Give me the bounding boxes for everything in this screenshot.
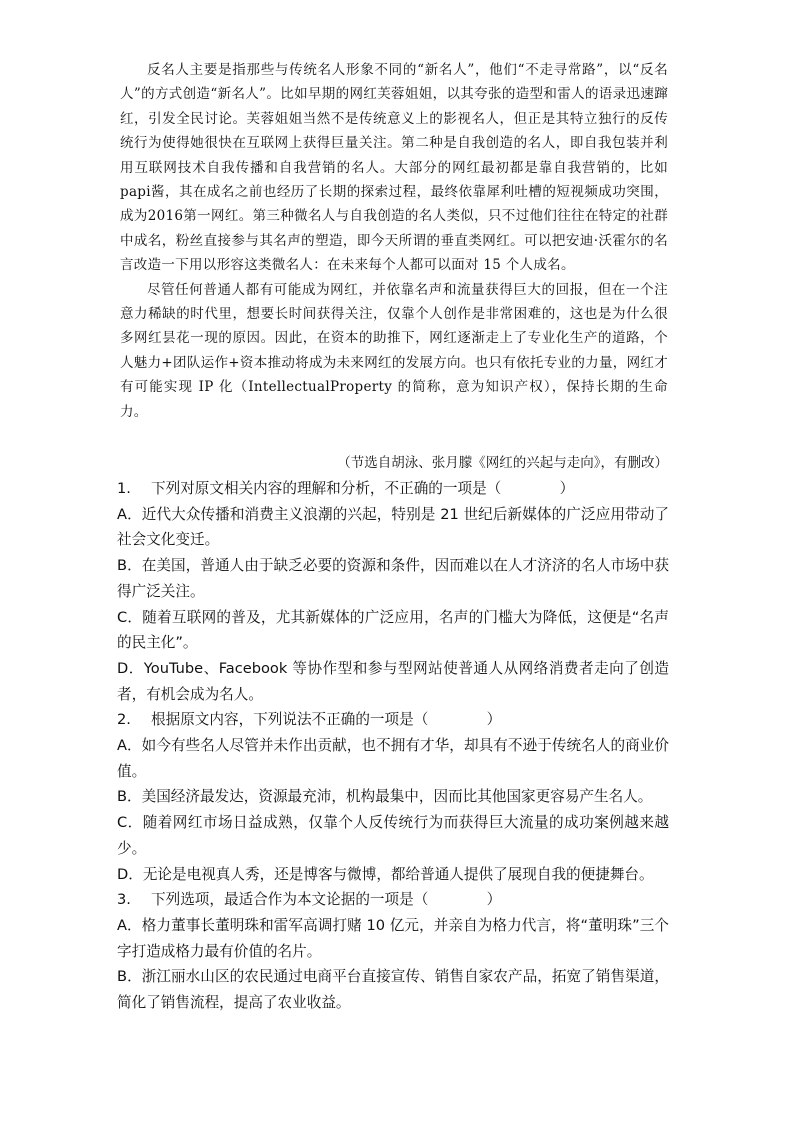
question-stem: [117, 476, 669, 502]
question-number: 3.: [117, 891, 131, 909]
option-c: C．随着互联网的普及，尤其新媒体的广泛应用，名声的门槛大为降低，这便是“名声的民主化”。: [117, 608, 669, 652]
option-a: A．如今有些名人尽管并未作出贡献，也不拥有才华，却具有不逊于传统名人的商业价值。: [117, 737, 669, 780]
question-text: 根据原文内容，下列说法不正确的一项是（ ）: [151, 711, 502, 729]
option-d: D．YouTube、Facebook 等协作型和参与型网站使普通人从网络消费者走向了创造者，有机会成为名人。: [117, 659, 669, 703]
question-number: 1.: [117, 480, 131, 497]
option-c: C．随着网红市场日益成熟，仅靠个人反传统行为而获得巨大流量的成功案例越来越少。: [117, 814, 669, 857]
question-text: 下列对原文相关内容的理解和分析，不正确的一项是（ ）: [151, 480, 575, 497]
question-stem: [117, 887, 669, 913]
question-number: 2.: [117, 711, 131, 729]
question-list: [117, 476, 669, 1016]
passage-source: （节选自胡泳、张月朦《网红的兴起与走向》，有删改）: [337, 455, 668, 471]
question-text: 下列选项，最适合作为本文论据的一项是（ ）: [151, 891, 502, 909]
option-b: B．浙江丽水山区的农民通过电商平台直接宣传、销售自家农产品，拓宽了销售渠道，简化了销售流程，提高了农业收益。: [117, 968, 669, 1012]
option-a: A．近代大众传播和消费主义浪潮的兴起，特别是 21 世纪后新媒体的广泛应用带动了社会文化变迁。: [117, 505, 669, 549]
option-b: B．在美国，普通人由于缺乏必要的资源和条件，因而难以在人才济济的名人市场中获得广泛关注。: [117, 557, 669, 600]
option-b: B．美国经济最发达，资源最充沛，机构最集中，因而比其他国家更容易产生名人。: [117, 788, 653, 806]
option-d: D．无论是电视真人秀，还是博客与微博，都给普通人提供了展现自我的便捷舞台。: [117, 865, 654, 883]
passage-paragraph: 尽管任何普通人都有可能成为网红，并依靠名声和流量获得巨大的回报，但在一个注意力稀缺的时代里，想要长时间获得关注，仅靠个人创作是非常困难的，这也是为什么很多网红昙花一现的原因。因此，在资本的助推下，网红逐渐走上了专业化生产的道路，个人魅力+团队运作+资本推动将成为未来网红的发展方向。也只有依托专业的力量，网红才有可能实现 IP 化（IntellectualProperty 的简称，意为知识产权），保持长期的生命力。: [120, 281, 668, 420]
passage-paragraph: 反名人主要是指那些与传统名人形象不同的“新名人”，他们“不走寻常路”，以“反名人”的方式创造“新名人”。比如早期的网红芙蓉姐姐，以其夸张的造型和雷人的语录迅速蹿红，引发全民讨论。芙蓉姐姐当然不是传统意义上的影视名人，但正是其特立独行的反传统行为使得她很快在互联网上获得巨量关注。第二种是自我创造的名人，即自我包装并利用互联网技术自我传播和自我营销的名人。大部分的网红最初都是靠自我营销的，比如papi酱，其在成名之前也经历了长期的探索过程，最终依靠犀利吐槽的短视频成功突围，成为2016第一网红。第三种微名人与自我创造的名人类似，只不过他们往往在特定的社群中成名，粉丝直接参与其名声的塑造，即今天所谓的垂直类网红。可以把安迪·沃霍尔的名言改造一下用以形容这类微名人：在未来每个人都可以面对 15 个人成名。: [120, 62, 668, 274]
question-stem: [117, 707, 669, 733]
option-a: A．格力董事长董明珠和雷军高调打赌 10 亿元，并亲自为格力代言，将“董明珠”三个字打造成格力最有价值的名片。: [117, 916, 669, 960]
reading-passage: [120, 58, 668, 424]
